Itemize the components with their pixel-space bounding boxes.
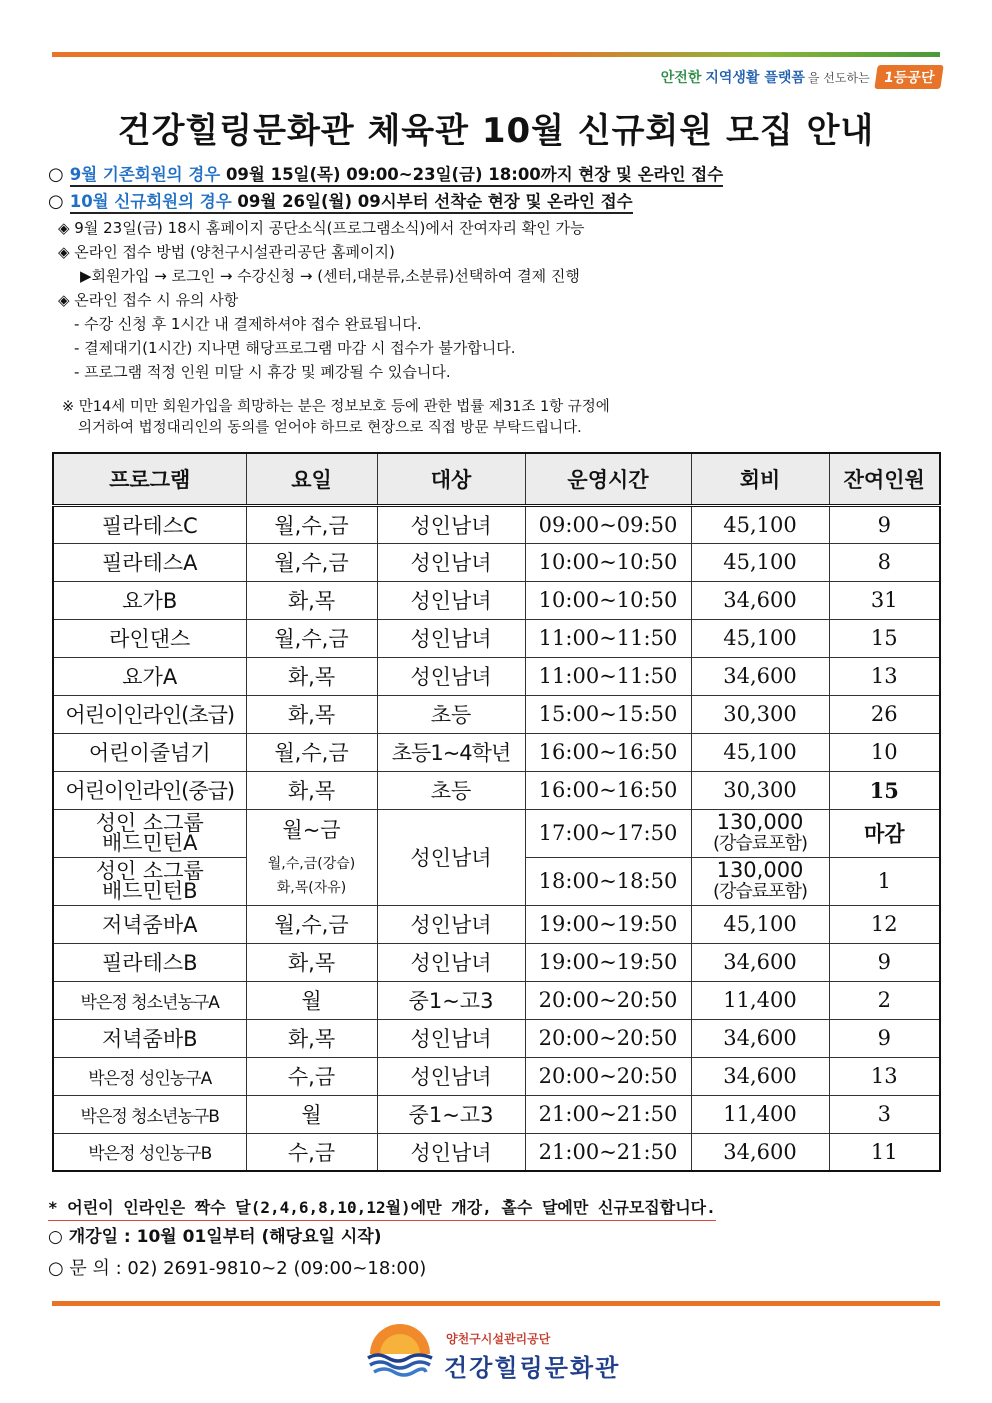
program-line2: 배드민턴B	[101, 879, 198, 903]
cell-program: 박은정 성인농구A	[53, 1057, 246, 1095]
notice-circle: ○	[48, 164, 64, 185]
cell-target: 성인남녀	[377, 809, 525, 905]
footer-inline-note: * 어린이 인라인은 짝수 달(2,4,6,8,10,12월)에만 개강, 홀수 달에만 신규모집합니다.	[48, 1195, 716, 1221]
cell-time: 16:00~16:50	[525, 733, 691, 771]
cell-time: 18:00~18:50	[525, 857, 691, 905]
cell-target: 중1~고3	[377, 981, 525, 1019]
cell-days: 월	[246, 981, 377, 1019]
cell-remaining: 11	[829, 1133, 940, 1171]
info-line: ▶회원가입 → 로그인 → 수강신청 → (센터,대분류,소분류)선택하여 결제 진행	[80, 267, 580, 285]
cell-remaining: 3	[829, 1095, 940, 1133]
program-line1: 성인 소그룹	[95, 859, 204, 883]
footer-start-date: ○ 개강일 : 10월 01일부터 (해당요일 시작)	[48, 1227, 382, 1247]
cell-time: 20:00~20:50	[525, 981, 691, 1019]
sun-wave-logo-icon	[364, 1320, 436, 1380]
days-note-free: 화,목(자유)	[276, 880, 347, 896]
cell-fee: 30,300	[691, 695, 829, 733]
cell-target: 성인남녀	[377, 905, 525, 943]
bottom-accent-bar	[52, 1301, 940, 1306]
table-row	[53, 1095, 940, 1133]
cell-program: 요가B	[53, 581, 246, 619]
table-row	[53, 695, 940, 733]
cell-program: 어린이인라인(중급)	[53, 771, 246, 809]
cell-program: 저녁줌바A	[53, 905, 246, 943]
logo-facility-name: 건강힐링문화관	[444, 1354, 621, 1382]
cell-remaining: 8	[829, 543, 940, 581]
notice-text: 09월 15일(목) 09:00~23일(금) 18:00까지 현장 및 온라인 접수	[220, 165, 724, 184]
cell-fee: 45,100	[691, 619, 829, 657]
cell-time: 10:00~10:50	[525, 543, 691, 581]
cell-days: 화,목	[246, 657, 377, 695]
cell-remaining: 13	[829, 657, 940, 695]
table-row	[53, 981, 940, 1019]
cell-fee: 34,600	[691, 1133, 829, 1171]
header-remaining: 잔여인원	[829, 453, 940, 505]
cell-time: 19:00~19:50	[525, 943, 691, 981]
cell-target: 성인남녀	[377, 581, 525, 619]
cell-time: 16:00~16:50	[525, 771, 691, 809]
days-note-lesson: 월,수,금(강습)	[267, 856, 356, 872]
top-accent-bar	[52, 52, 940, 57]
cell-program: 라인댄스	[53, 619, 246, 657]
header-program: 프로그램	[53, 453, 246, 505]
cell-program: 어린이인라인(초급)	[53, 695, 246, 733]
info-line: 의거하여 법정대리인의 동의를 얻어야 하므로 현장으로 직접 방문 부탁드립니다.	[78, 420, 582, 436]
info-line: ◈ 온라인 접수 방법 (양천구시설관리공단 홈페이지)	[58, 243, 395, 261]
cell-fee	[691, 857, 829, 905]
cell-target: 초등	[377, 771, 525, 809]
table-row	[53, 905, 940, 943]
cell-fee: 34,600	[691, 1019, 829, 1057]
cell-time: 10:00~10:50	[525, 581, 691, 619]
cell-days-badminton	[246, 809, 377, 905]
fee-note: (강습료포함)	[713, 881, 807, 902]
cell-days: 월,수,금	[246, 905, 377, 943]
page-title: 건강힐링문화관 체육관 10월 신규회원 모집 안내	[117, 111, 875, 151]
slogan-part2: 지역생활 플랫폼	[705, 70, 805, 86]
cell-fee: 34,600	[691, 657, 829, 695]
cell-time: 09:00~09:50	[525, 505, 691, 543]
cell-fee: 34,600	[691, 1057, 829, 1095]
cell-time: 15:00~15:50	[525, 695, 691, 733]
header-fee: 회비	[691, 453, 829, 505]
info-line: ※ 만14세 미만 회원가입을 희망하는 분은 정보보호 등에 관한 법률 제31조 1항 규정에	[62, 399, 610, 415]
cell-target: 성인남녀	[377, 505, 525, 543]
cell-target: 성인남녀	[377, 1057, 525, 1095]
cell-target: 성인남녀	[377, 543, 525, 581]
program-line1: 성인 소그룹	[95, 811, 204, 835]
info-line: - 프로그램 적정 인원 미달 시 휴강 및 폐강될 수 있습니다.	[74, 363, 451, 381]
cell-days: 화,목	[246, 943, 377, 981]
cell-target: 초등1~4학년	[377, 733, 525, 771]
header-time: 운영시간	[525, 453, 691, 505]
cell-remaining: 9	[829, 943, 940, 981]
cell-days: 화,목	[246, 1019, 377, 1057]
cell-target: 성인남녀	[377, 1133, 525, 1171]
cell-remaining: 26	[829, 695, 940, 733]
cell-time: 19:00~19:50	[525, 905, 691, 943]
cell-time: 11:00~11:50	[525, 619, 691, 657]
cell-target: 성인남녀	[377, 619, 525, 657]
table-row	[53, 733, 940, 771]
cell-target: 초등	[377, 695, 525, 733]
cell-remaining: 9	[829, 505, 940, 543]
cell-time: 17:00~17:50	[525, 809, 691, 857]
cell-days: 수,금	[246, 1133, 377, 1171]
footer-contact: ○ 문 의 : 02) 2691-9810~2 (09:00~18:00)	[48, 1258, 427, 1279]
table-row	[53, 657, 940, 695]
cell-remaining: 15	[829, 771, 940, 809]
notice-new-members	[48, 188, 633, 212]
cell-remaining: 13	[829, 1057, 940, 1095]
table-row	[53, 1133, 940, 1171]
logo-org-name: 양천구시설관리공단	[446, 1332, 551, 1346]
header-target: 대상	[377, 453, 525, 505]
cell-days: 월,수,금	[246, 543, 377, 581]
cell-target: 성인남녀	[377, 657, 525, 695]
cell-target: 성인남녀	[377, 1019, 525, 1057]
cell-program: 필라테스C	[53, 505, 246, 543]
cell-remaining-closed: 마감	[829, 809, 940, 857]
notice-text: 09월 26일(월) 09시부터 선착순 현장 및 온라인 접수	[231, 192, 633, 211]
cell-time: 20:00~20:50	[525, 1019, 691, 1057]
schedule-table	[52, 452, 941, 1172]
cell-program: 어린이줄넘기	[53, 733, 246, 771]
cell-fee: 34,600	[691, 943, 829, 981]
cell-fee: 30,300	[691, 771, 829, 809]
cell-program: 박은정 성인농구B	[53, 1133, 246, 1171]
cell-days: 월,수,금	[246, 505, 377, 543]
cell-fee: 45,100	[691, 505, 829, 543]
cell-target: 중1~고3	[377, 1095, 525, 1133]
cell-remaining: 1	[829, 857, 940, 905]
footer-logo	[362, 1318, 642, 1382]
notice-existing-members	[48, 161, 723, 185]
header-days: 요일	[246, 453, 377, 505]
fee-amount: 130,000	[716, 810, 804, 834]
cell-fee: 45,100	[691, 733, 829, 771]
cell-remaining: 12	[829, 905, 940, 943]
cell-fee: 11,400	[691, 981, 829, 1019]
table-row	[53, 771, 940, 809]
cell-days: 화,목	[246, 581, 377, 619]
cell-program: 필라테스A	[53, 543, 246, 581]
info-line: ◈ 온라인 접수 시 유의 사항	[58, 291, 239, 309]
cell-time: 20:00~20:50	[525, 1057, 691, 1095]
fee-amount: 130,000	[716, 858, 804, 882]
cell-program: 필라테스B	[53, 943, 246, 981]
info-line: ◈ 9월 23일(금) 18시 홈페이지 공단소식(프로그램소식)에서 잔여자리 확인 가능	[58, 219, 585, 237]
program-line2: 배드민턴A	[101, 831, 198, 855]
cell-fee: 45,100	[691, 905, 829, 943]
slogan-part3: 을 선도하는	[807, 70, 870, 85]
table-row-badminton-a	[53, 809, 940, 857]
notice-highlight: 9월 기존회원의 경우	[69, 165, 221, 184]
cell-time: 21:00~21:50	[525, 1133, 691, 1171]
fee-note: (강습료포함)	[713, 833, 807, 854]
notice-circle: ○	[48, 191, 64, 212]
cell-program	[53, 857, 246, 905]
cell-remaining: 15	[829, 619, 940, 657]
cell-remaining: 2	[829, 981, 940, 1019]
table-row	[53, 1057, 940, 1095]
cell-days: 월,수,금	[246, 619, 377, 657]
cell-program	[53, 809, 246, 857]
cell-target: 성인남녀	[377, 943, 525, 981]
table-row	[53, 581, 940, 619]
slogan-badge: 1등공단	[874, 65, 944, 89]
table-header-row	[53, 453, 940, 505]
cell-time: 11:00~11:50	[525, 657, 691, 695]
cell-program: 저녁줌바B	[53, 1019, 246, 1057]
table-row	[53, 505, 940, 543]
slogan	[661, 64, 942, 90]
table-row	[53, 619, 940, 657]
cell-program: 박은정 청소년농구B	[53, 1095, 246, 1133]
table-row	[53, 1019, 940, 1057]
notice-highlight: 10월 신규회원의 경우	[69, 192, 232, 211]
info-line: - 결제대기(1시간) 지나면 해당프로그램 마감 시 접수가 불가합니다.	[74, 339, 516, 357]
cell-fee: 34,600	[691, 581, 829, 619]
days-main: 월~금	[282, 818, 341, 842]
cell-remaining: 10	[829, 733, 940, 771]
cell-days: 화,목	[246, 771, 377, 809]
cell-remaining: 9	[829, 1019, 940, 1057]
cell-fee: 11,400	[691, 1095, 829, 1133]
cell-days: 월	[246, 1095, 377, 1133]
cell-program: 요가A	[53, 657, 246, 695]
cell-fee: 45,100	[691, 543, 829, 581]
table-row	[53, 943, 940, 981]
cell-days: 수,금	[246, 1057, 377, 1095]
slogan-part1: 안전한	[660, 70, 702, 86]
cell-days: 월,수,금	[246, 733, 377, 771]
table-row	[53, 543, 940, 581]
cell-days: 화,목	[246, 695, 377, 733]
cell-program: 박은정 청소년농구A	[53, 981, 246, 1019]
info-line: - 수강 신청 후 1시간 내 결제하셔야 접수 완료됩니다.	[74, 315, 422, 333]
cell-time: 21:00~21:50	[525, 1095, 691, 1133]
cell-fee	[691, 809, 829, 857]
cell-remaining: 31	[829, 581, 940, 619]
